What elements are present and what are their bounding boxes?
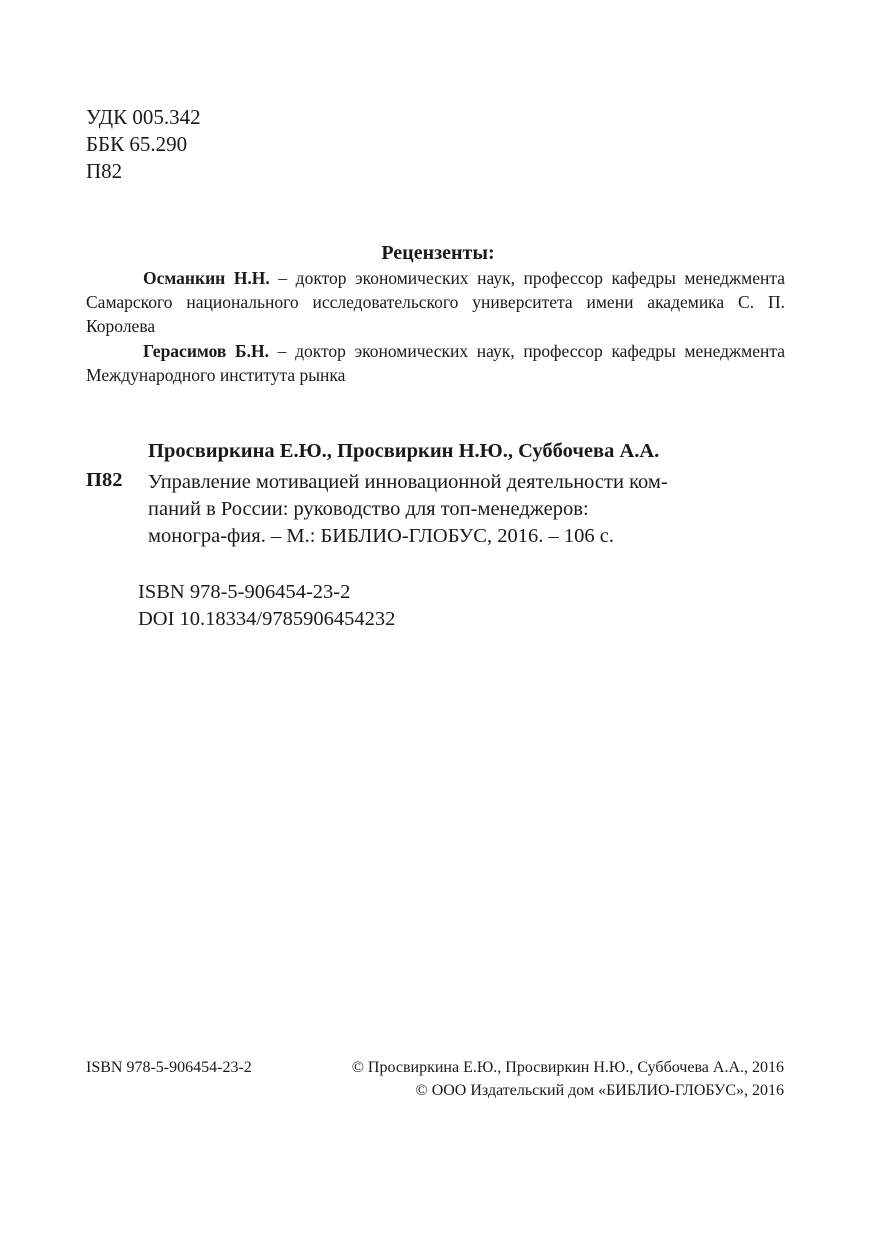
footer-isbn: ISBN 978-5-906454-23-2 (86, 1059, 252, 1076)
reviewer-1 (86, 266, 785, 338)
reviewer-2 (86, 339, 785, 387)
copyright-publisher: © ООО Издательский дом «БИБЛИО-ГЛОБУС», 2016 (415, 1082, 784, 1099)
doi-line: DOI 10.18334/9785906454232 (138, 608, 396, 630)
title-line-2: паний в России: руководство для топ-менеджеров: (148, 498, 589, 520)
classification-codes (86, 104, 201, 185)
record-author-sign: П82 (86, 469, 123, 491)
reviewer-2-description: – доктор экономических наук, профессор кафедры менеджмента Международного института рынка (86, 341, 785, 385)
reviewer-2-name: Герасимов Б.Н. (143, 341, 269, 361)
author-sign-code: П82 (86, 159, 123, 183)
isbn-line: ISBN 978-5-906454-23-2 (138, 581, 351, 603)
book-title-description (148, 469, 668, 550)
title-line-1: Управление мотивацией инновационной деятельности ком- (148, 471, 668, 493)
bbk-code: ББК 65.290 (86, 132, 188, 156)
reviewer-1-name: Османкин Н.Н. (143, 268, 270, 288)
reviewers-heading: Рецензенты: (381, 242, 495, 264)
copyright-authors: © Просвиркина Е.Ю., Просвиркин Н.Ю., Суббочева А.А., 2016 (351, 1059, 784, 1076)
authors-line: Просвиркина Е.Ю., Просвиркин Н.Ю., Суббочева А.А. (148, 440, 660, 462)
title-line-3: моногра-фия. – М.: БИБЛИО-ГЛОБУС, 2016. – 106 с. (148, 525, 614, 547)
reviewer-1-description: – доктор экономических наук, профессор кафедры менеджмента Самарского национального исследовательского университета имени академика С. П. Королева (86, 268, 785, 336)
identifiers (138, 579, 395, 633)
udk-code: УДК 005.342 (86, 105, 201, 129)
